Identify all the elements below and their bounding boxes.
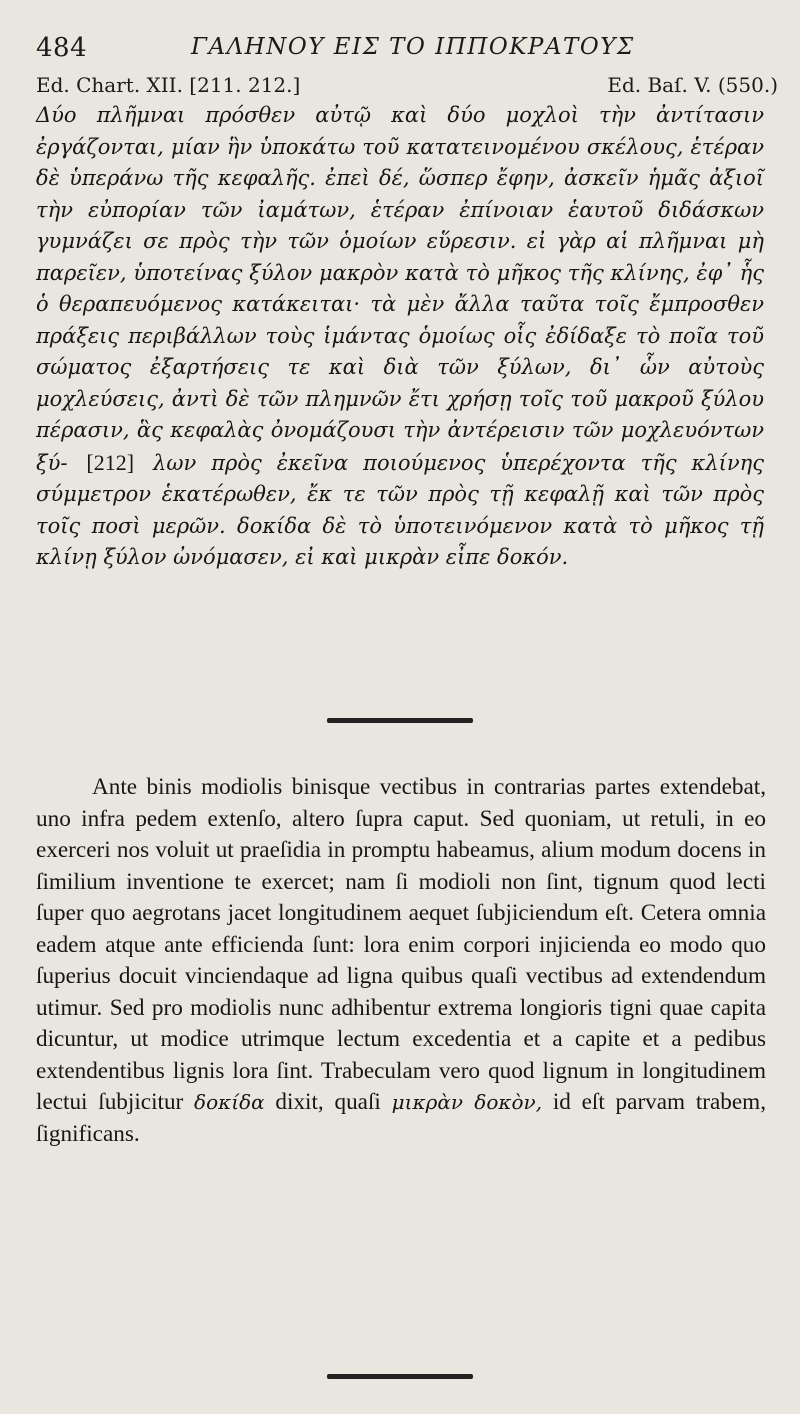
latin-greek-word-2: μικρὰν δοκὸν, [391, 1090, 543, 1114]
greek-text-block [36, 100, 764, 574]
running-title: ΓΑΛΗΝΟΥ ΕΙΣ ΤΟ ΙΠΠΟΚΡΑΤΟΥΣ [191, 34, 635, 60]
page-number: 484 [36, 33, 88, 63]
latin-text-part1: Ante binis modiolis binisque vectibus in contrarias partes extendebat, uno infra pedem extenſo, altero ſupra caput. Sed quoniam, ut retuli, in eo exerceri nos voluit ut praeſidia in promptu habeamus, alium modum docens in ſimilium inventione te exercet; nam ſi modioli non ſint, tignum quod lecti ſuper quo aegrotans jacet longitudinem aequet ſubjiciendum eſt. Cetera omnia eadem atque ante efficienda ſunt: lora enim corpori injicienda eo modo quo ſuperius docuit vinciendaque ad ligna quibus quaſi vectibus ad extendendum utimur. Sed pro modiolis nunc adhibentur extrema longioris tigni quae capita dicuntur, ut modice utrimque lectum excedentia et a capite et a pedibus extendentibus lignis lora ſint. Trabeculam vero quod lignum in longitudinem lectui ſubjicitur [36, 774, 766, 1115]
edition-reference-chartier: Ed. Chart. XII. [211. 212.] [36, 73, 301, 97]
latin-greek-word-1: δοκίδα [194, 1090, 265, 1114]
edition-reference-basel: Ed. Baſ. V. (550.) [607, 73, 778, 97]
greek-text-part2: λων πρὸς ἐκεῖνα ποιούμενος ὑπερέχοντα τῆς κλίνης σύμμετρον ἑκατέρωθεν, ἔκ τε τῶν πρὸς τῇ κεφαλῇ καὶ τῶν πρὸς τοῖς ποσὶ μερῶν. δοκίδα δὲ τὸ ὑποτεινόμενον κατὰ τὸ μῆκος τῇ κλίνῃ ξύλον ὠνόμασεν, εἰ καὶ μικρὰν εἶπε δοκόν. [36, 450, 764, 569]
page-marker: [212] [86, 449, 135, 475]
section-divider-bottom [327, 1374, 473, 1379]
section-divider-top [327, 718, 473, 723]
page-header [36, 30, 764, 70]
latin-text-block [36, 772, 766, 1150]
latin-text-part3: id eſt parvam trabem, ſignificans. [36, 1089, 767, 1147]
greek-text-part1: Δύο πλῆμναι πρόσθεν αὐτῷ καὶ δύο μοχλοὶ τὴν ἀντίτασιν ἐργάζονται, μίαν ἣν ὑποκάτω τοῦ κατατεινομένου σκέλους, ἑτέραν δὲ ὑπεράνω τῆς κεφαλῆς. ἐπεὶ δέ, ὥσπερ ἔφην, ἀσκεῖν ἡμᾶς ἀξιοῖ τὴν εὐπορίαν τῶν ἰαμάτων, ἑτέραν ἐπίνοιαν ἑαυτοῦ διδάσκων γυμνάζει σε πρὸς τὴν τῶν ὁμοίων εὕρεσιν. εἰ γὰρ αἱ πλῆμναι μὴ παρεῖεν, ὑποτείνας ξύλον μακρὸν κατὰ τὸ μῆκος τῆς κλίνης, ἐφ᾽ ἧς ὁ θεραπευόμενος κατάκειται· τὰ μὲν ἄλλα ταῦτα τοῖς ἔμπροσθεν πράξεις περιβάλλων τοὺς ἱμάντας ὁμοίως οἷς ἐδίδαξε τὸ ποῖα τοῦ σώματος ἐξαρτήσεις τε καὶ διὰ τῶν ξύλων, δι᾽ ὧν αὐτοὺς μοχλεύσεις, ἀντὶ δὲ τῶν πλημνῶν ἔτι χρήσῃ τοῖς τοῦ μακροῦ ξύλου πέρασιν, ἃς κεφαλὰς ὀνομάζουσι τὴν ἀντέρεισιν τῶν μοχλευόντων ξύ- [36, 103, 764, 475]
edition-reference-line [36, 72, 778, 100]
latin-text-part2: dixit, quaſi [275, 1089, 381, 1115]
